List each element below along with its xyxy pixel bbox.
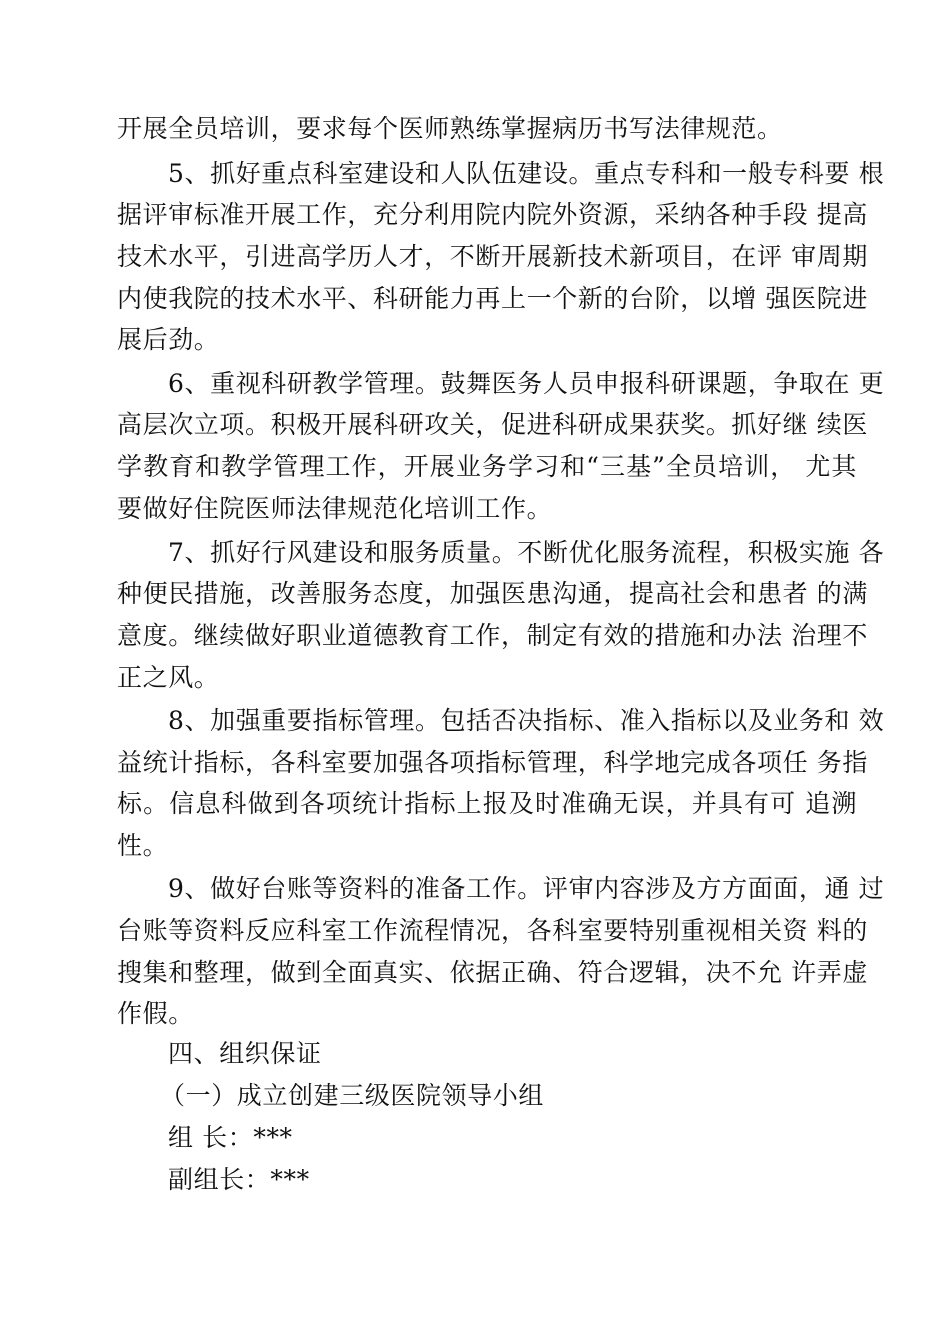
paragraph-line: 7、抓好行风建设和服务质量。不断优化服务流程，积极实施 各 (168, 538, 885, 567)
paragraph-line: 台账等资料反应科室工作流程情况，各科室要特别重视相关资 料的 (117, 916, 868, 945)
paragraph-line: 意度。继续做好职业道德教育工作，制定有效的措施和办法 治理不 (117, 621, 868, 650)
deputy-leader-line: 副组长：*** (168, 1165, 310, 1194)
section-subheading: （一）成立创建三级医院领导小组 (160, 1081, 545, 1110)
paragraph-line: 9、做好台账等资料的准备工作。评审内容涉及方方面面，通 过 (168, 874, 885, 903)
leader-line: 组 长：*** (168, 1123, 293, 1152)
section-heading: 四、组织保证 (168, 1039, 322, 1068)
paragraph-line: 6、重视科研教学管理。鼓舞医务人员申报科研课题，争取在 更 (168, 369, 885, 398)
paragraph-line: 8、加强重要指标管理。包括否决指标、准入指标以及业务和 效 (168, 706, 885, 735)
paragraph-line: 内使我院的技术水平、科研能力再上一个新的台阶，以增 强医院进 (117, 284, 868, 313)
paragraph-line: 学教育和教学管理工作，开展业务学习和“三基”全员培训， 尤其 (117, 452, 857, 481)
paragraph-line: 作假。 (117, 999, 194, 1028)
paragraph-line: 5、抓好重点科室建设和人队伍建设。重点专科和一般专科要 根 (168, 159, 885, 188)
paragraph-line: 搜集和整理，做到全面真实、依据正确、符合逻辑，决不允 许弄虚 (117, 958, 868, 987)
paragraph-line: 标。信息科做到各项统计指标上报及时准确无误，并具有可 追溯 (117, 789, 857, 818)
paragraph-line: 正之风。 (117, 663, 220, 692)
paragraph-line: 据评审标准开展工作，充分利用院内院外资源，采纳各种手段 提高 (117, 200, 868, 229)
paragraph-line: 开展全员培训，要求每个医师熟练掌握病历书写法律规范。 (117, 114, 783, 143)
paragraph-line: 要做好住院医师法律规范化培训工作。 (117, 494, 553, 523)
paragraph-line: 种便民措施，改善服务态度，加强医患沟通，提高社会和患者 的满 (117, 579, 868, 608)
paragraph-line: 益统计指标，各科室要加强各项指标管理，科学地完成各项任 务指 (117, 748, 868, 777)
paragraph-line: 技术水平，引进高学历人才，不断开展新技术新项目，在评 审周期 (117, 242, 868, 271)
paragraph-line: 性。 (117, 831, 169, 860)
paragraph-line: 高层次立项。积极开展科研攻关，促进科研成果获奖。抓好继 续医 (117, 410, 868, 439)
paragraph-line: 展后劲。 (117, 325, 220, 354)
